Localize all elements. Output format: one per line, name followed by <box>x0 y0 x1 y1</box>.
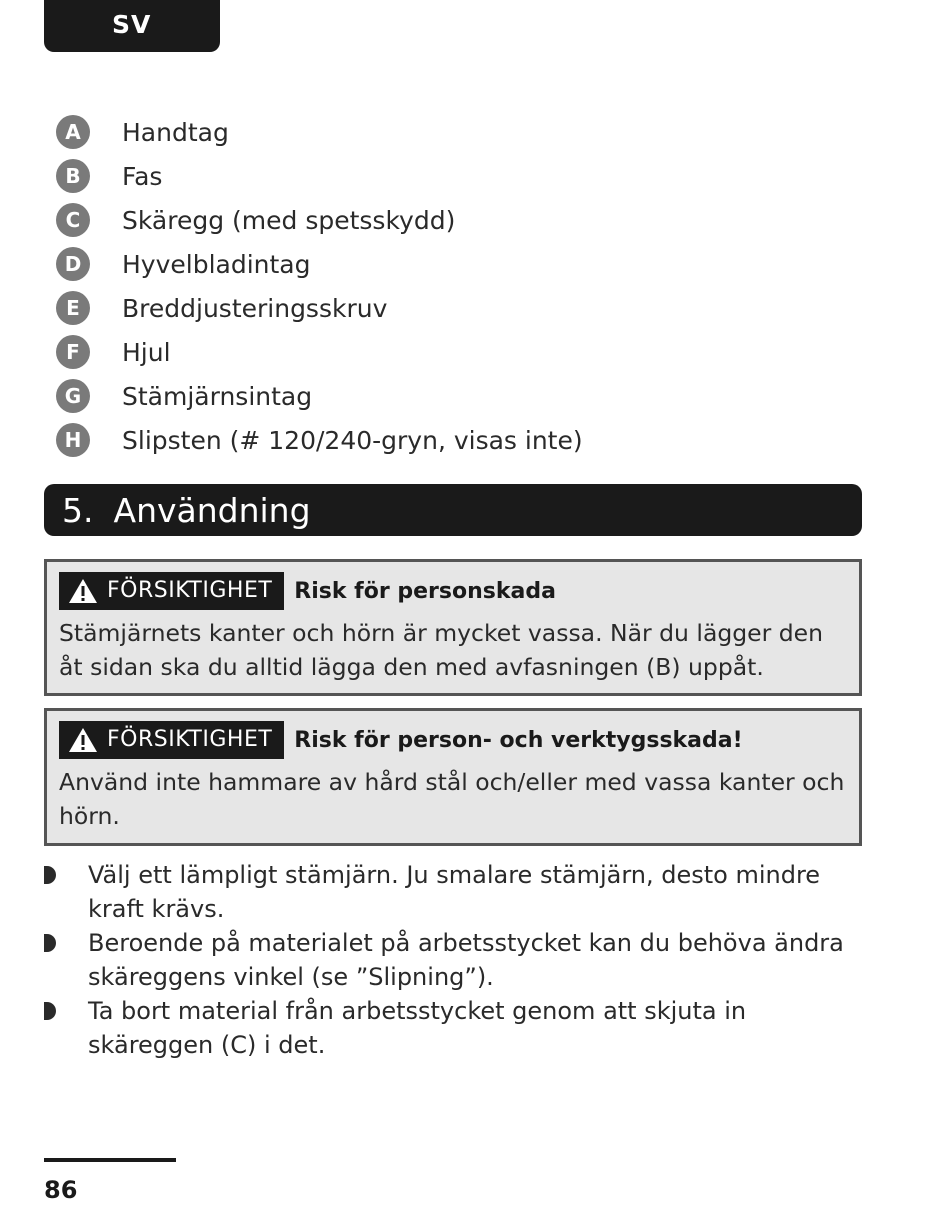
caution-title: Risk för person- och verktygsskada! <box>294 727 743 753</box>
part-label: Handtag <box>122 117 229 147</box>
caution-header <box>59 721 847 759</box>
language-tab <box>44 0 220 52</box>
caution-text: Stämjärnets kanter och hörn är mycket vassa. När du lägger den åt sidan ska du alltid lägga den med avfasningen (B) uppåt. <box>59 619 824 681</box>
footer-divider <box>44 1158 176 1162</box>
part-label: Slipsten (# 120/240-gryn, visas inte) <box>122 425 583 455</box>
part-letter-badge: D <box>56 247 90 281</box>
caution-label-text: FÖRSIKTIGHET <box>107 578 273 603</box>
caution-label <box>59 721 284 759</box>
section-heading <box>44 484 862 536</box>
caution-box <box>44 559 862 696</box>
caution-label-text: FÖRSIKTIGHET <box>107 727 273 752</box>
part-letter-badge: H <box>56 423 90 457</box>
part-letter-badge: F <box>56 335 90 369</box>
part-label: Hjul <box>122 337 171 367</box>
language-code: SV <box>112 10 152 39</box>
bullet-icon <box>44 1002 56 1020</box>
instruction-steps <box>44 858 864 1062</box>
step-text: Ta bort material från arbetsstycket genom att skjuta in skäreggen (C) i det. <box>88 997 747 1059</box>
section-number: 5. <box>62 491 94 530</box>
list-item <box>56 418 583 462</box>
step-text: Välj ett lämpligt stämjärn. Ju smalare stämjärn, desto mindre kraft krävs. <box>88 861 821 923</box>
bullet-icon <box>44 934 56 952</box>
part-label: Stämjärnsintag <box>122 381 313 411</box>
list-item <box>56 110 583 154</box>
list-item <box>56 374 583 418</box>
part-letter-badge: B <box>56 159 90 193</box>
part-label: Breddjusteringsskruv <box>122 293 388 323</box>
list-item <box>56 242 583 286</box>
section-title: Användning <box>113 491 311 530</box>
part-letter-badge: E <box>56 291 90 325</box>
part-label: Hyvelbladintag <box>122 249 311 279</box>
warning-triangle-icon <box>67 726 99 754</box>
list-item <box>56 154 583 198</box>
part-letter-badge: A <box>56 115 90 149</box>
list-item <box>56 198 583 242</box>
part-letter-badge: G <box>56 379 90 413</box>
step-text: Beroende på materialet på arbetsstycket kan du behöva ändra skäreggens vinkel (se ”Slipning”). <box>88 929 844 991</box>
list-item <box>56 286 583 330</box>
list-item <box>44 994 864 1062</box>
list-item <box>44 858 864 926</box>
page-number: 86 <box>44 1176 78 1204</box>
caution-label <box>59 572 284 610</box>
list-item <box>44 926 864 994</box>
parts-list <box>56 110 583 462</box>
part-letter-badge: C <box>56 203 90 237</box>
warning-triangle-icon <box>67 577 99 605</box>
list-item <box>56 330 583 374</box>
caution-header <box>59 572 847 610</box>
caution-text: Använd inte hammare av hård stål och/eller med vassa kanter och hörn. <box>59 768 845 830</box>
caution-box <box>44 708 862 846</box>
caution-title: Risk för personskada <box>294 578 556 604</box>
bullet-icon <box>44 866 56 884</box>
part-label: Fas <box>122 161 163 191</box>
part-label: Skäregg (med spetsskydd) <box>122 205 456 235</box>
